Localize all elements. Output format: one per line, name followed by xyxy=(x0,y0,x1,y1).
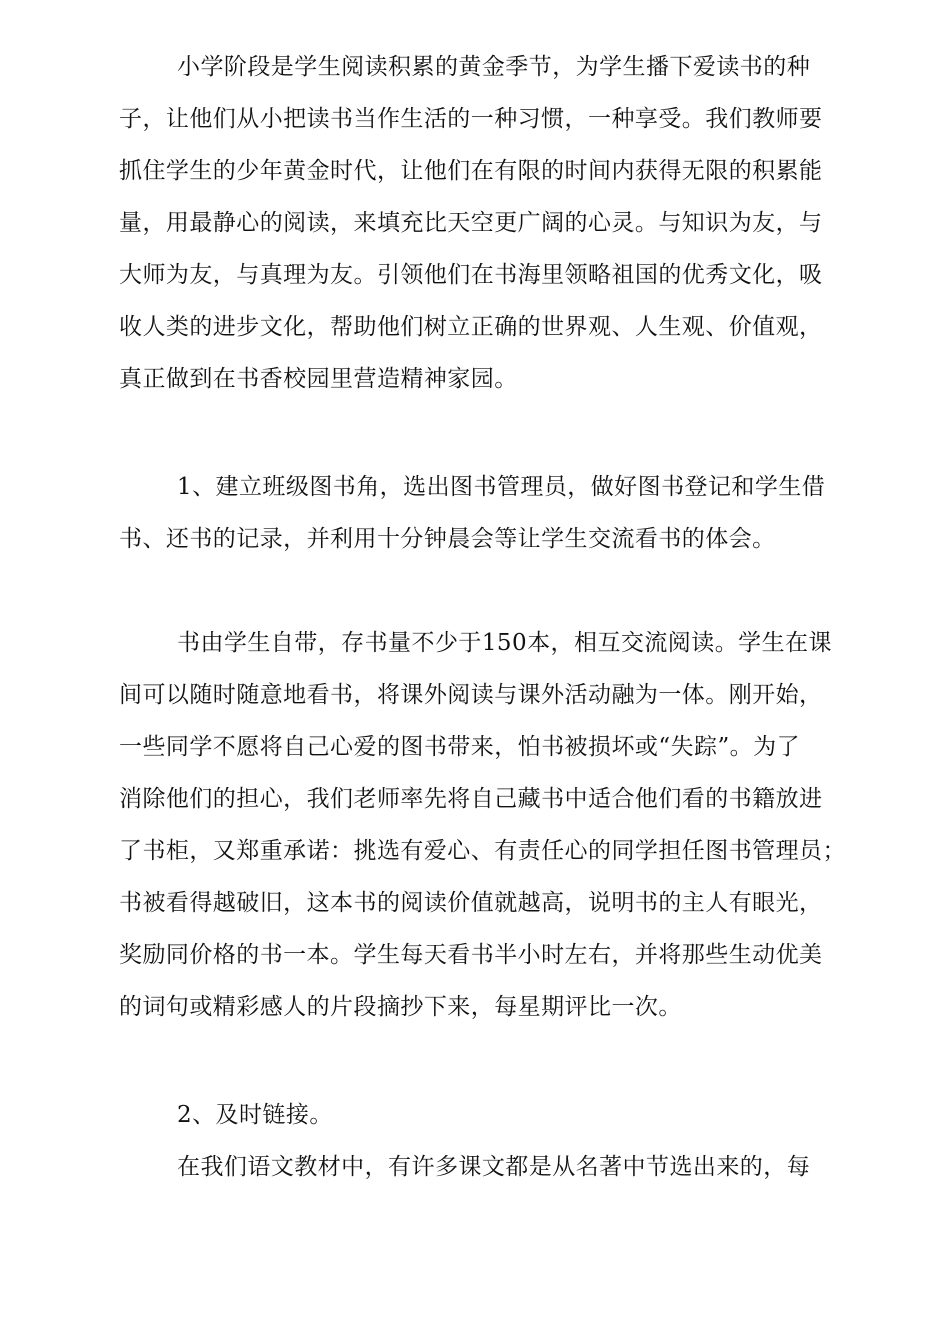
text-line: 真正做到在书香校园里营造精神家园。 xyxy=(119,366,518,392)
text-line: 的词句或精彩感人的片段摘抄下来，每星期评比一次。 xyxy=(119,994,682,1020)
text-line: 书被看得越破旧，这本书的阅读价值就越高，说明书的主人有眼光， xyxy=(119,890,823,916)
text-line: 2、及时链接。 xyxy=(177,1102,333,1128)
text-line: 一些同学不愿将自己心爱的图书带来，怕书被损坏或“失踪”。为了 xyxy=(119,734,801,760)
text-line: 间可以随时随意地看书，将课外阅读与课外活动融为一体。刚开始， xyxy=(119,682,823,708)
text-line: 在我们语文教材中，有许多课文都是从名著中节选出来的，每 xyxy=(177,1154,811,1180)
text-line: 大师为友，与真理为友。引领他们在书海里领略祖国的优秀文化，吸 xyxy=(119,262,823,288)
text-line: 量，用最静心的阅读，来填充比天空更广阔的心灵。与知识为友，与 xyxy=(119,210,823,236)
text-line: 收人类的进步文化，帮助他们树立正确的世界观、人生观、价值观， xyxy=(119,314,823,340)
text-line: 1、建立班级图书角，选出图书管理员，做好图书登记和学生借 xyxy=(177,474,826,500)
text-line: 子，让他们从小把读书当作生活的一种习惯，一种享受。我们教师要 xyxy=(119,106,823,132)
text-line: 奖励同价格的书一本。学生每天看书半小时左右，并将那些生动优美 xyxy=(119,942,823,968)
text-line: 小学阶段是学生阅读积累的黄金季节，为学生播下爱读书的种 xyxy=(177,54,811,80)
text-line: 了书柜，又郑重承诺：挑选有爱心、有责任心的同学担任图书管理员； xyxy=(119,838,846,864)
text-line: 消除他们的担心，我们老师率先将自己藏书中适合他们看的书籍放进 xyxy=(119,786,823,812)
text-line: 书、还书的记录，并利用十分钟晨会等让学生交流看书的体会。 xyxy=(119,526,776,552)
text-line: 书由学生自带，存书量不少于150本，相互交流阅读。学生在课 xyxy=(177,630,832,656)
text-line: 抓住学生的少年黄金时代，让他们在有限的时间内获得无限的积累能 xyxy=(119,158,823,184)
